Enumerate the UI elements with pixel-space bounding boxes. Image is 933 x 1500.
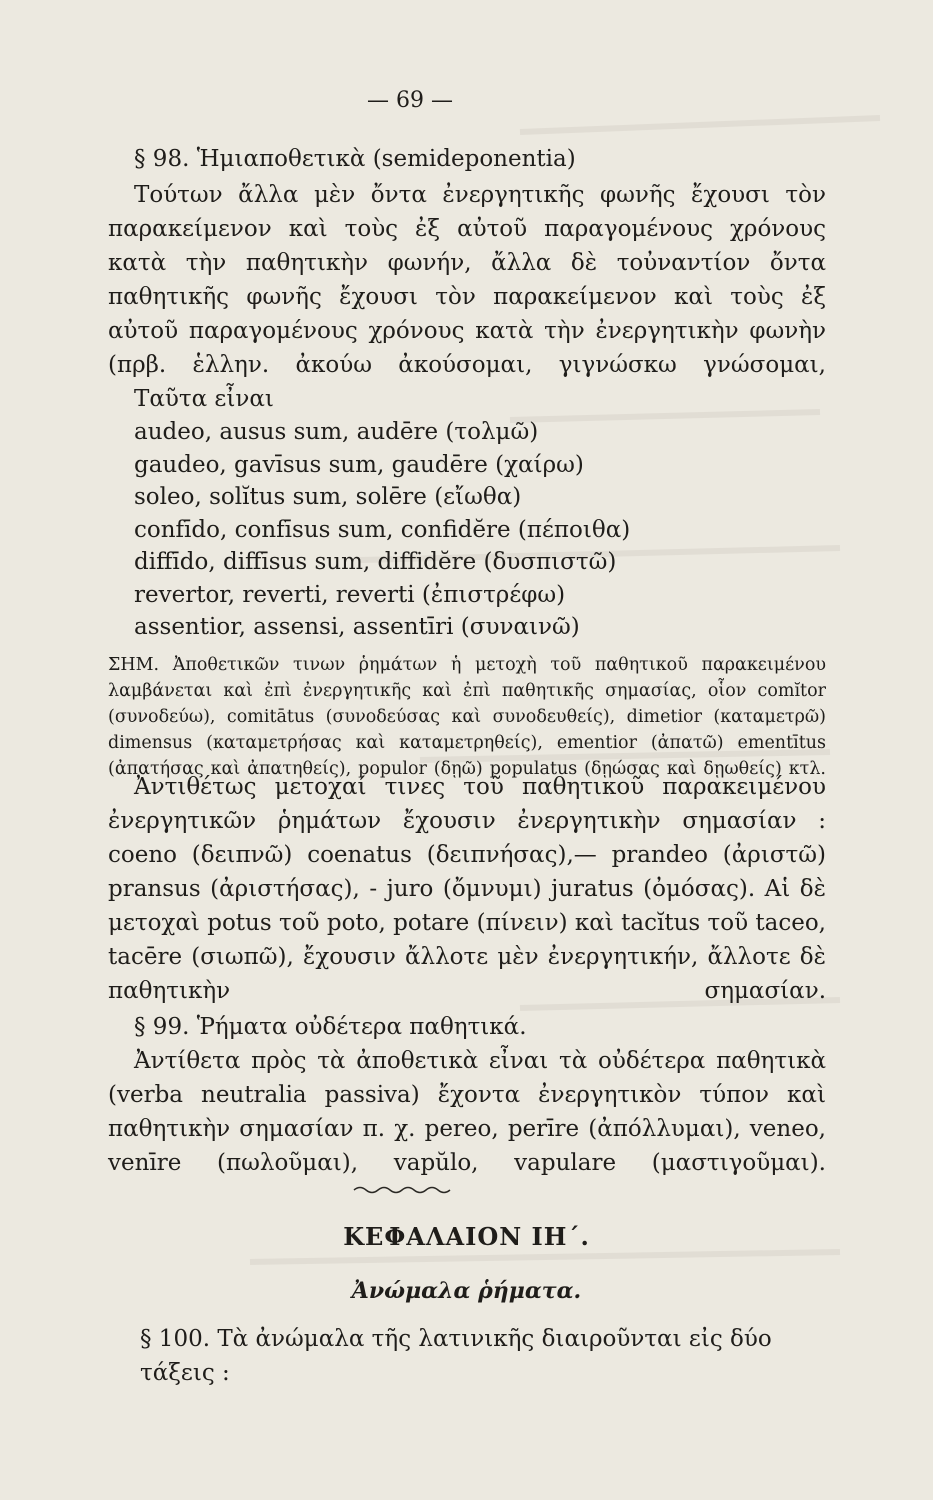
- chapter-heading: ΚΕΦΑΛΑΙΟΝ ΙΗ΄.: [343, 1222, 590, 1251]
- verb-item: soleo, solĭtus sum, solēre (εἴωθα): [134, 484, 522, 510]
- verb-item: diffīdo, diffīsus sum, diffidĕre (δυσπιστῶ): [134, 549, 617, 575]
- section-98-body: Τούτων ἄλλα μὲν ὄντα ἐνεργητικῆς φωνῆς ἔχουσι τὸν παρακείμενον καὶ τοὺς ἐξ αὐτοῦ παραγομένους χρόνους κατὰ τὴν παθητικὴν φωνήν, ἄλλα δὲ τοὐναντίον ὄντα παθητικῆς φωνῆς ἔχουσι τὸν παρακείμενον καὶ τοὺς ἐξ αὐτοῦ παραγομένους χρόνους κατὰ τὴν ἐνεργητικὴν φωνὴν (πρβ. ἑλλην. ἀκούω ἀκούσομαι, γιγνώσκω γνώσομαι,: [108, 182, 826, 378]
- semideponent-verb-list: [134, 416, 630, 644]
- verb-item: assentior, assensi, assentīri (συναινῶ): [134, 614, 580, 640]
- chapter-subheading: Ἀνώμαλα ῥήματα.: [351, 1278, 582, 1304]
- section-98-contrary-paragraph: Ἀντιθέτως μετοχαί τινες τοῦ παθητικοῦ παρακειμένου ἐνεργητικῶν ῥημάτων ἔχουσιν ἐνεργητικὴν σημασίαν : coeno (δειπνῶ) coenatus (δειπνήσας),— prandeo (ἀριστῶ) pransus (ἀριστήσας), - juro (ὄμνυμι) juratus (ὀμόσας). Αἱ δὲ μετοχαὶ potus τοῦ poto, potare (πίνειν) καὶ tacĭtus τοῦ taceo, tacēre (σιωπῶ), ἔχουσιν ἄλλοτε μὲν ἐνεργητικήν, ἄλλοτε δὲ παθητικὴν σημασίαν.: [108, 774, 826, 1004]
- ornament-divider: [352, 1184, 452, 1196]
- verb-item: audeo, ausus sum, audēre (τολμῶ): [134, 419, 539, 445]
- section-98-intro: Ταῦτα εἶναι: [134, 386, 274, 412]
- verb-item: gaudeo, gavīsus sum, gaudēre (χαίρω): [134, 451, 584, 478]
- section-98-note: ΣΗΜ. Ἀποθετικῶν τινων ῥημάτων ἡ μετοχὴ τοῦ παθητικοῦ παρακειμένου λαμβάνεται καὶ ἐπὶ ἐνεργητικῆς καὶ ἐπὶ παθητικῆς σημασίας, οἷον comĭtor (συνοδεύω), comitātus (συνοδεύσας καὶ συνοδευθείς), dimetior (καταμετρῶ) dimensus (καταμετρήσας καὶ καταμετρηθείς), ementior (ἀπατῶ) ementītus (ἀπατήσας καὶ ἀπατηθείς), populor (δῃῶ) populatus (δῃώσας καὶ δῃωθείς) κτλ.: [108, 655, 826, 779]
- verb-item: revertor, reverti, reverti (ἐπιστρέφω): [134, 581, 566, 608]
- page-number: — 69 —: [367, 88, 453, 113]
- section-99-body: Ἀντίθετα πρὸς τὰ ἀποθετικὰ εἶναι τὰ οὐδέτερα παθητικὰ (verba neutralia passiva) ἔχοντα ἐνεργητικὸν τύπον καὶ παθητικὴν σημασίαν π. χ. pereo, perīre (ἀπόλλυμαι), veneo, venīre (πωλοῦμαι), vapŭlo, vapulare (μαστιγοῦμαι).: [108, 1048, 826, 1176]
- section-99-title: § 99. Ῥήματα οὐδέτερα παθητικά.: [134, 1014, 527, 1040]
- section-98-title: § 98. Ἡμιαποθετικὰ (semideponentia): [134, 146, 576, 172]
- verb-item: confīdo, confīsus sum, confidĕre (πέποιθα): [134, 516, 631, 543]
- section-100-title: § 100. Τὰ ἀνώμαλα τῆς λατινικῆς διαιροῦνται εἰς δύο τάξεις :: [140, 1326, 772, 1386]
